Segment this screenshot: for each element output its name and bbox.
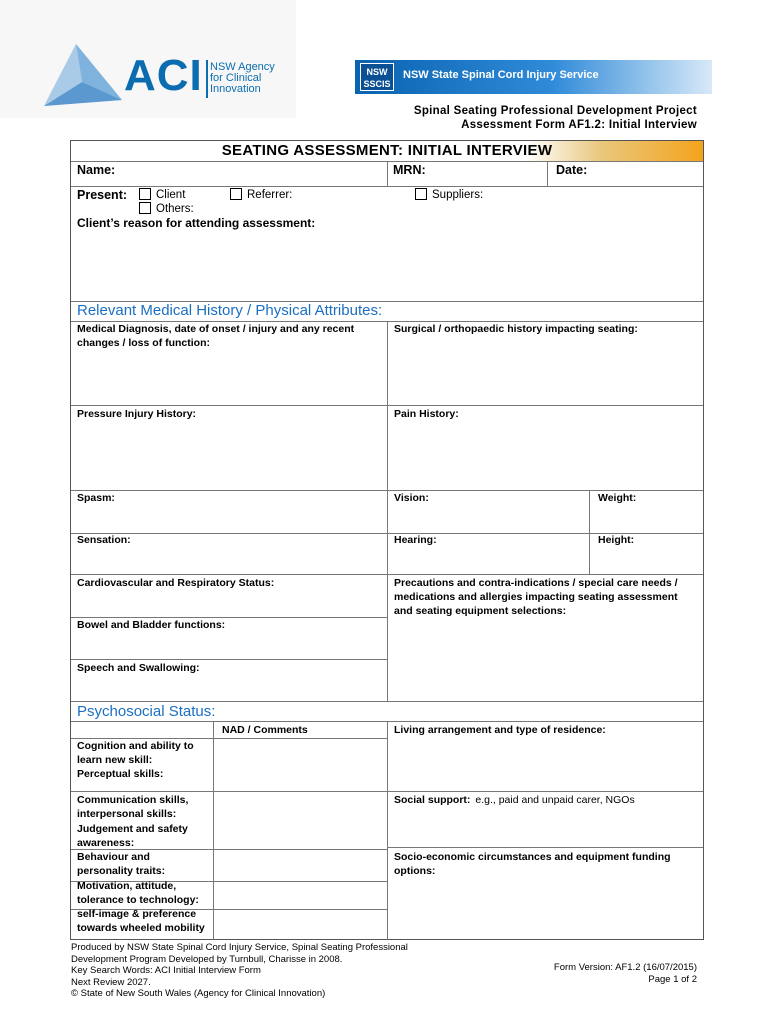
- divider: [387, 161, 388, 186]
- suppliers-checkbox[interactable]: [415, 188, 427, 200]
- footer-credits: Produced by NSW State Spinal Cord Injury Service, Spinal Seating Professional Development Program Developed by Turnbull, Charisse in 2008. Key Search Words: ACI Initial Interview Form Next Review 2027. © State of New South Wales (Agency for Clinical Innovation): [71, 942, 408, 999]
- mrn-label: MRN:: [393, 163, 426, 177]
- aci-logo-text: ACI: [124, 51, 203, 100]
- precautions-label: Precautions and contra-indications / special care needs / medications and allergies impacting seating assessment and seating equipment selections:: [394, 577, 678, 617]
- client-option-label: Client: [156, 189, 186, 201]
- referrer-option-label: Referrer:: [247, 189, 293, 201]
- height-label: Height:: [598, 534, 635, 546]
- divider: [71, 659, 387, 660]
- others-checkbox[interactable]: [139, 202, 151, 214]
- sensation-label: Sensation:: [77, 534, 131, 546]
- social-support-label: Social support: e.g., paid and unpaid carer, NGOs: [394, 794, 635, 806]
- spasm-label: Spasm:: [77, 492, 115, 504]
- bowel-bladder-label: Bowel and Bladder functions:: [77, 619, 226, 631]
- aci-agency-name: NSW Agency for Clinical Innovation: [210, 61, 275, 95]
- weight-label: Weight:: [598, 492, 637, 504]
- client-checkbox[interactable]: [139, 188, 151, 200]
- divider: [387, 721, 388, 940]
- pain-history-label: Pain History:: [394, 408, 459, 420]
- divider: [387, 321, 388, 701]
- date-label: Date:: [556, 163, 588, 177]
- others-option-label: Others:: [156, 203, 194, 215]
- divider: [71, 701, 703, 702]
- project-title: Spinal Seating Professional Development Project Assessment Form AF1.2: Initial Interview: [413, 105, 697, 131]
- suppliers-option-label: Suppliers:: [432, 189, 484, 201]
- nsw-sscis-badge: NSW SSCIS: [360, 63, 394, 91]
- behaviour-label: Behaviour and personality traits:: [77, 851, 166, 877]
- judgement-label: Judgement and safety awareness:: [77, 823, 188, 849]
- surgical-label: Surgical / orthopaedic history impacting seating:: [394, 323, 638, 335]
- divider: [71, 186, 703, 187]
- divider: [589, 490, 590, 574]
- form-title: SEATING ASSESSMENT: INITIAL INTERVIEW: [221, 142, 553, 159]
- vision-label: Vision:: [394, 492, 429, 504]
- nad-comments-header: NAD / Comments: [222, 724, 308, 736]
- communication-label: Communication skills, interpersonal skills:: [77, 794, 189, 820]
- present-label: Present:: [77, 188, 128, 202]
- reason-label: Client’s reason for attending assessment:: [77, 216, 316, 230]
- referrer-checkbox[interactable]: [230, 188, 242, 200]
- name-label: Name:: [77, 163, 116, 177]
- self-image-label: self-image & preference towards wheeled mobility: [77, 908, 205, 934]
- aci-logo-divider: [206, 60, 208, 98]
- psychosocial-heading: Psychosocial Status:: [77, 703, 216, 720]
- living-arrangement-label: Living arrangement and type of residence:: [394, 724, 606, 736]
- diagnosis-label: Medical Diagnosis, date of onset / injury and any recent changes / loss of function:: [77, 323, 355, 349]
- cardio-label: Cardiovascular and Respiratory Status:: [77, 577, 275, 589]
- footer-version: Form Version: AF1.2 (16/07/2015) Page 1 of 2: [553, 962, 697, 985]
- hearing-label: Hearing:: [394, 534, 437, 546]
- sscis-service-name: NSW State Spinal Cord Injury Service: [403, 69, 599, 81]
- medical-history-heading: Relevant Medical History / Physical Attributes:: [77, 302, 383, 319]
- divider: [387, 847, 703, 848]
- reason-field[interactable]: [72, 232, 702, 298]
- aci-triangle-logo-icon: [42, 42, 124, 108]
- speech-swallowing-label: Speech and Swallowing:: [77, 662, 200, 674]
- cognition-label: Cognition and ability to learn new skill:: [77, 740, 194, 766]
- pressure-injury-label: Pressure Injury History:: [77, 408, 197, 420]
- perceptual-label: Perceptual skills:: [77, 768, 164, 780]
- motivation-label: Motivation, attitude, tolerance to technology:: [77, 880, 199, 906]
- socio-economic-label: Socio-economic circumstances and equipment funding options:: [394, 851, 671, 877]
- divider: [547, 161, 548, 186]
- divider: [213, 721, 214, 940]
